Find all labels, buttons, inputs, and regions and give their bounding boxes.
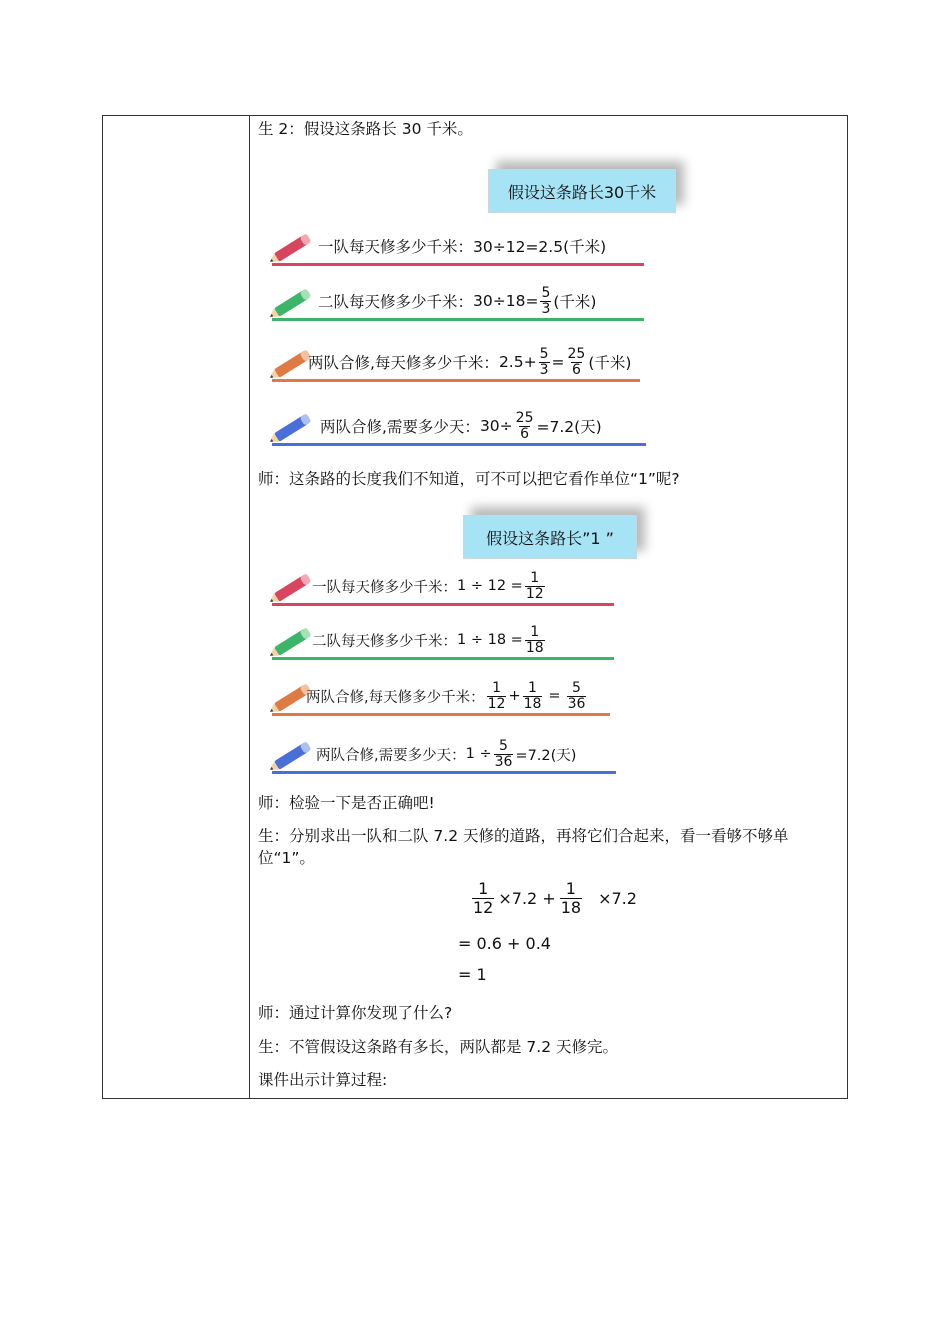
green-pencil-icon xyxy=(266,622,318,662)
denominator: 3 xyxy=(541,300,551,317)
check-step-2: = 0.6 + 0.4 xyxy=(458,934,551,953)
numerator: 1 xyxy=(565,879,576,898)
set2-row-4 xyxy=(266,736,726,776)
numerator: 1 xyxy=(530,569,540,586)
set2-row-2-label: 二队每天修多少千米： xyxy=(312,633,457,650)
set2-row-1-label: 一队每天修多少千米： xyxy=(312,579,457,596)
denominator: 12 xyxy=(525,585,544,602)
blue-pencil-icon xyxy=(266,736,318,776)
denominator: 3 xyxy=(539,361,549,378)
set1-row-2-pre: 30÷18= xyxy=(473,292,539,310)
set1-row-1-expr: 30÷12=2.5(千米) xyxy=(473,238,607,256)
numerator: 5 xyxy=(541,284,551,301)
numerator: 25 xyxy=(567,345,586,362)
column-divider xyxy=(249,116,250,1098)
set1-row-1 xyxy=(266,228,746,268)
fraction xyxy=(560,880,582,917)
set2-row-3-label: 两队合修,每天修多少千米： xyxy=(306,689,485,706)
set2-row-4-label: 两队合修,需要多少天： xyxy=(316,747,466,764)
multiply-term: ×7.2 + xyxy=(498,889,556,908)
fraction xyxy=(567,347,587,378)
student-line-4: 生：不管假设这条路有多长，两队都是 7.2 天修完。 xyxy=(258,1038,619,1056)
denominator: 18 xyxy=(525,639,544,656)
student-line-2: 生 2：假设这条路长 30 千米。 xyxy=(258,120,473,138)
set1-row-2-post: (千米) xyxy=(553,293,597,311)
fraction xyxy=(494,739,514,770)
denominator: 6 xyxy=(520,425,530,442)
denominator: 36 xyxy=(567,695,586,712)
set2-row-4-post: =7.2(天) xyxy=(515,747,577,764)
banner-30km: 假设这条路长30千米 xyxy=(488,169,676,213)
denominator: 6 xyxy=(571,361,581,378)
set1-row-4-pre: 30÷ xyxy=(479,417,513,435)
numerator: 25 xyxy=(515,409,534,426)
set1-row-3-label: 两队合修,每天修多少千米： xyxy=(308,354,499,372)
set1-row-3-post: (千米) xyxy=(588,354,632,372)
set1-row-4 xyxy=(266,408,746,448)
numerator: 5 xyxy=(499,737,508,754)
denominator: 12 xyxy=(473,898,494,917)
teacher-line-1: 师：这条路的长度我们不知道，可不可以把它看作单位“1”呢? xyxy=(258,470,680,488)
equals: = xyxy=(551,353,565,371)
content-cell xyxy=(258,116,843,1098)
denominator: 18 xyxy=(560,898,582,917)
fraction xyxy=(472,880,494,917)
green-pencil-icon xyxy=(266,283,318,323)
fraction xyxy=(515,411,535,442)
set2-row-4-pre: 1 ÷ xyxy=(465,746,492,762)
teacher-line-2: 师：检验一下是否正确吧! xyxy=(258,794,435,812)
multiply-term: ×7.2 xyxy=(598,889,637,908)
banner-unit-1: 假设这条路长”1 ” xyxy=(463,515,637,559)
student-line-3: 生：分别求出一队和二队 7.2 天修的道路，再将它们合起来，看一看够不够单位“1”。 xyxy=(258,827,789,867)
set2-row-1-pre: 1 ÷ 12 = xyxy=(457,578,523,594)
set1-row-3-pre: 2.5+ xyxy=(498,353,537,371)
set1-row-3 xyxy=(266,344,746,384)
set2-row-2 xyxy=(266,622,726,662)
set1-row-1-label: 一队每天修多少千米： xyxy=(318,238,474,256)
numerator: 5 xyxy=(539,345,549,362)
set1-row-4-label: 两队合修,需要多少天： xyxy=(320,418,480,436)
set2-row-1 xyxy=(266,568,726,608)
check-step-1 xyxy=(470,880,637,917)
denominator: 36 xyxy=(494,753,513,770)
numerator: 1 xyxy=(528,679,537,696)
set2-row-2-pre: 1 ÷ 18 = xyxy=(457,632,523,648)
numerator: 1 xyxy=(492,679,501,696)
fraction xyxy=(539,347,550,378)
equals: = xyxy=(548,688,561,704)
numerator: 1 xyxy=(478,879,489,898)
denominator: 12 xyxy=(487,695,506,712)
fraction xyxy=(487,681,507,712)
fraction xyxy=(523,681,543,712)
red-pencil-icon xyxy=(266,568,318,608)
numerator: 1 xyxy=(530,623,540,640)
numerator: 5 xyxy=(572,679,581,696)
set1-row-2 xyxy=(266,283,746,323)
lesson-table xyxy=(102,115,848,1099)
set2-row-3 xyxy=(266,678,726,718)
plus: + xyxy=(508,688,521,704)
blue-pencil-icon xyxy=(266,408,318,448)
denominator: 18 xyxy=(523,695,542,712)
fraction xyxy=(525,625,545,656)
fraction xyxy=(525,571,545,602)
set1-row-2-label: 二队每天修多少千米： xyxy=(318,293,474,311)
red-pencil-icon xyxy=(266,228,318,268)
set1-row-4-post: =7.2(天) xyxy=(536,418,602,436)
fraction xyxy=(567,681,587,712)
teacher-line-3: 师：通过计算你发现了什么? xyxy=(258,1004,453,1022)
courseware-line: 课件出示计算过程: xyxy=(258,1071,388,1089)
fraction xyxy=(540,286,551,317)
check-step-3: = 1 xyxy=(458,965,487,984)
